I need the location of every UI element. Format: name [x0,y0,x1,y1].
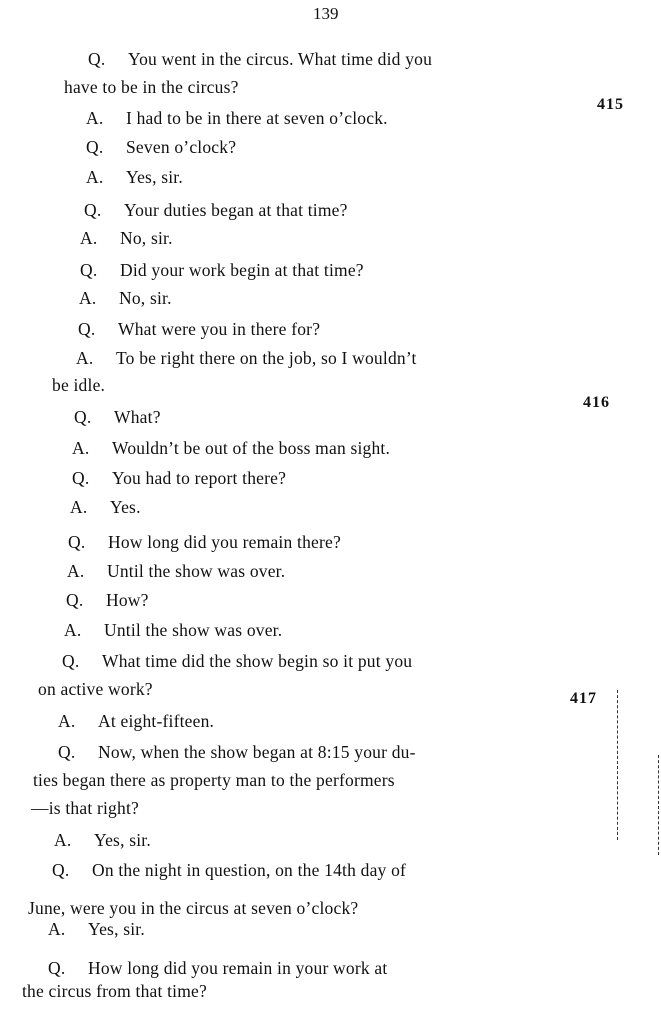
q-label: Q. [66,590,84,610]
q-label: Q. [48,958,66,978]
question-line [86,136,236,158]
line-text: Now, when the show began at 8:15 your du- [98,742,416,762]
continuation-line [52,374,105,396]
line-text: Yes, sir. [126,167,183,187]
line-text: Wouldn’t be out of the boss man sight. [112,438,391,458]
margin-rule [617,690,618,840]
answer-line [58,710,214,732]
answer-line [67,560,285,582]
page-number: 139 [313,4,339,23]
q-label: Q. [74,407,92,427]
continuation-line [31,797,139,819]
line-text: What time did the show begin so it put you [102,651,413,671]
q-label: Q. [88,49,106,69]
margin-line-number: 417 [570,690,597,707]
answer-line [79,287,172,309]
line-text: Until the show was over. [104,620,283,640]
answer-line [64,619,282,641]
line-text: Until the show was over. [107,561,286,581]
line-text: How long did you remain in your work at [88,958,388,978]
a-label: A. [80,228,98,248]
line-text: How long did you remain there? [108,532,341,552]
answer-line [86,166,183,188]
q-label: Q. [58,742,76,762]
a-label: A. [67,561,85,581]
margin-rule [658,755,659,855]
line-text: the circus from that time? [22,981,207,1001]
answer-line [70,496,141,518]
line-text: Did your work begin at that time? [120,260,364,280]
answer-line [86,107,388,129]
continuation-line [38,678,153,700]
line-text: I had to be in there at seven o’clock. [126,108,388,128]
q-label: Q. [68,532,86,552]
question-line [68,531,341,553]
answer-line [80,227,173,249]
answer-line [72,437,390,459]
a-label: A. [64,620,82,640]
line-text: You had to report there? [112,468,287,488]
line-text: on active work? [38,679,153,699]
answer-line [54,829,151,851]
q-label: Q. [52,860,70,880]
question-line [66,589,149,611]
margin-line-number: 416 [583,394,610,411]
line-text: be idle. [52,375,106,395]
line-text: Seven o’clock? [126,137,237,157]
continuation-line [64,76,239,98]
question-line [72,467,286,489]
question-line [84,199,348,221]
line-text: Yes, sir. [94,830,151,850]
line-text: ties began there as property man to the performers [33,770,395,790]
question-line [80,259,364,281]
q-label: Q. [62,651,80,671]
line-text: No, sir. [120,228,173,248]
line-text: Yes, sir. [88,919,145,939]
line-text: have to be in the circus? [64,77,239,97]
a-label: A. [54,830,72,850]
continuation-line [22,980,207,1002]
a-label: A. [72,438,90,458]
line-text: Yes. [110,497,141,517]
q-label: Q. [78,319,96,339]
line-text: Your duties began at that time? [124,200,348,220]
line-text: On the night in question, on the 14th day of [92,860,407,880]
continuation-line [33,769,395,791]
q-label: Q. [72,468,90,488]
line-text: At eight-fifteen. [98,711,215,731]
line-text: How? [106,590,149,610]
question-line [74,406,161,428]
line-text: What? [114,407,161,427]
a-label: A. [48,919,66,939]
line-text: June, were you in the circus at seven o’clock? [28,898,359,918]
line-text: No, sir. [119,288,172,308]
question-line [52,859,406,881]
question-line [88,48,432,70]
line-text: —is that right? [31,798,139,818]
a-label: A. [70,497,88,517]
a-label: A. [76,348,94,368]
a-label: A. [86,108,104,128]
a-label: A. [86,167,104,187]
a-label: A. [79,288,97,308]
line-text: What were you in there for? [118,319,321,339]
answer-line [76,347,417,369]
q-label: Q. [80,260,98,280]
q-label: Q. [86,137,104,157]
a-label: A. [58,711,76,731]
margin-line-number: 415 [597,96,624,113]
line-text: You went in the circus. What time did you [128,49,433,69]
answer-line [48,918,145,940]
question-line [48,957,387,979]
question-line [62,650,412,672]
q-label: Q. [84,200,102,220]
continuation-line [28,897,358,919]
question-line [78,318,320,340]
line-text: To be right there on the job, so I wouldn’t [116,348,417,368]
question-line [58,741,416,763]
